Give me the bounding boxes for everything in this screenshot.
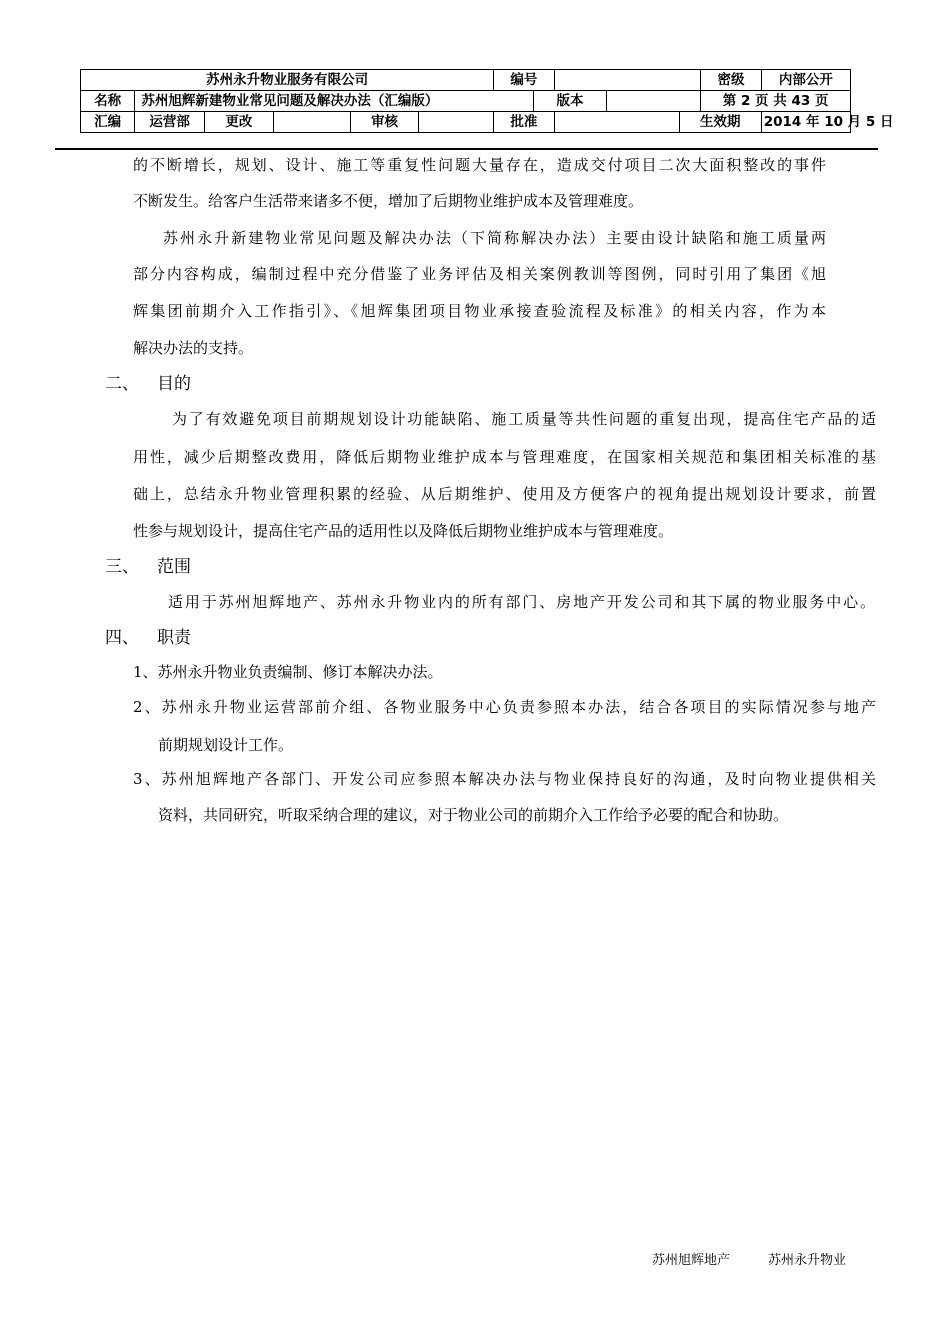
code-label: 编号 bbox=[494, 70, 554, 91]
security-value: 内部公开 bbox=[761, 70, 850, 91]
footer-left: 苏州旭辉地产 bbox=[652, 1253, 731, 1268]
compiler-label: 汇编 bbox=[81, 112, 135, 133]
list-item: 资料，共同研究，听取采纳合理的建议，对于物业公司的前期介入工作给予必要的配合和协助。 bbox=[158, 806, 789, 824]
effective-date: 2014 年 10 月 5 日 bbox=[761, 112, 850, 133]
section-number: 三、 bbox=[105, 557, 139, 577]
intro-line: 辉集团前期介入工作指引》、《旭辉集团项目物业承接查验流程及标准》的相关内容，作为本 bbox=[133, 302, 826, 320]
code-value bbox=[554, 70, 701, 91]
section-title: 范围 bbox=[157, 557, 191, 577]
section-number: 四、 bbox=[105, 628, 139, 648]
list-item: 3、苏州旭辉地产各部门、开发公司应参照本解决办法与物业保持良好的沟通，及时向物业提供相关 bbox=[133, 770, 876, 788]
company-name: 苏州永升物业服务有限公司 bbox=[81, 70, 494, 91]
section-line: 为了有效避免项目前期规划设计功能缺陷、施工质量等共性问题的重复出现，提高住宅产品的适 bbox=[172, 410, 876, 428]
version-label: 版本 bbox=[534, 91, 607, 112]
compiler-value: 运营部 bbox=[135, 112, 205, 133]
list-item: 2、苏州永升物业运营部前介组、各物业服务中心负责参照本办法，结合各项目的实际情况参与地产 bbox=[133, 698, 876, 716]
section-line: 性参与规划设计，提高住宅产品的适用性以及降低后期物业维护成本与管理难度。 bbox=[133, 522, 674, 540]
header-row-2 bbox=[81, 91, 851, 112]
doc-title: 苏州旭辉新建物业常见问题及解决办法（汇编版） bbox=[135, 91, 534, 112]
section-line: 础上，总结永升物业管理积累的经验、从后期维护、使用及方便客户的视角提出规划设计要求，前置 bbox=[133, 485, 876, 503]
effective-label: 生效期 bbox=[679, 112, 761, 133]
header-row-1 bbox=[81, 70, 851, 91]
review-label: 审核 bbox=[350, 112, 419, 133]
section-title: 目的 bbox=[157, 374, 191, 394]
section-line: 适用于苏州旭辉地产、苏州永升物业内的所有部门、房地产开发公司和其下属的物业服务中心。 bbox=[168, 593, 875, 611]
change-label: 更改 bbox=[205, 112, 274, 133]
intro-line: 的不断增长，规划、设计、施工等重复性问题大量存在，造成交付项目二次大面积整改的事件 bbox=[133, 156, 826, 174]
intro-line: 苏州永升新建物业常见问题及解决办法（下简称解决办法）主要由设计缺陷和施工质量两 bbox=[163, 229, 826, 247]
security-label: 密级 bbox=[701, 70, 761, 91]
approve-value bbox=[554, 112, 679, 133]
intro-line: 解决办法的支持。 bbox=[133, 339, 254, 357]
section-title: 职责 bbox=[157, 628, 191, 648]
list-item: 1、苏州永升物业负责编制、修订本解决办法。 bbox=[133, 663, 443, 681]
approve-label: 批准 bbox=[494, 112, 554, 133]
footer-right: 苏州永升物业 bbox=[768, 1253, 847, 1268]
name-label: 名称 bbox=[81, 91, 135, 112]
document-header-table bbox=[80, 69, 894, 133]
header-row-3 bbox=[81, 112, 851, 133]
version-value bbox=[606, 91, 700, 112]
section-line: 用性，减少后期整改费用，降低后期物业维护成本与管理难度，在国家相关规范和集团相关标准的基 bbox=[133, 448, 876, 466]
header-divider bbox=[55, 148, 878, 150]
section-number: 二、 bbox=[105, 374, 139, 394]
list-item: 前期规划设计工作。 bbox=[158, 736, 294, 754]
review-value bbox=[419, 112, 494, 133]
change-value bbox=[273, 112, 350, 133]
page-info: 第 2 页 共 43 页 bbox=[701, 91, 851, 112]
intro-line: 部分内容构成，编制过程中充分借鉴了业务评估及相关案例教训等图例，同时引用了集团《旭 bbox=[133, 265, 826, 283]
intro-line: 不断发生。给客户生活带来诸多不便，增加了后期物业维护成本及管理难度。 bbox=[133, 192, 644, 210]
